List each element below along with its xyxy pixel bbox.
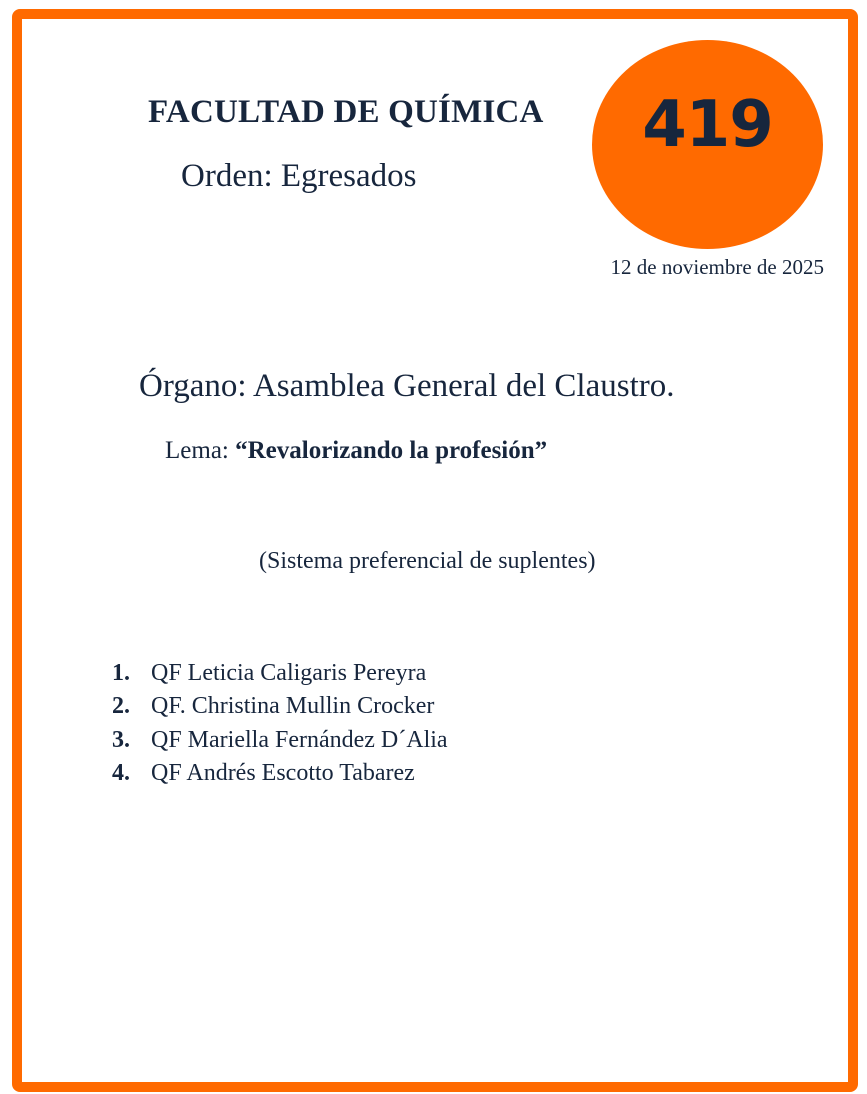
election-date: 12 de noviembre de 2025 (610, 255, 824, 279)
candidate-name: QF Andrés Escotto Tabarez (151, 759, 415, 786)
candidate-name: QF. Christina Mullin Crocker (151, 693, 435, 720)
faculty-title: FACULTAD DE QUÍMICA (148, 94, 544, 130)
candidate-item (112, 690, 448, 723)
candidate-number: 1. (112, 660, 130, 686)
motto-label: Lema: (165, 437, 236, 464)
candidate-item (112, 724, 448, 757)
organ-title: Órgano: Asamblea General del Claustro. (139, 368, 675, 404)
motto (165, 437, 547, 465)
order-label: Orden: Egresados (181, 158, 417, 194)
system-note: (Sistema preferencial de suplentes) (259, 548, 596, 574)
motto-value: “Revalorizando la profesión” (235, 437, 548, 464)
candidate-number: 3. (112, 726, 130, 753)
candidate-name: QF Mariella Fernández D´Alia (151, 726, 448, 753)
list-number: 419 (642, 88, 773, 162)
candidate-number: 4. (112, 759, 130, 786)
candidate-item (112, 757, 448, 790)
candidate-name: QF Leticia Caligaris Pereyra (151, 660, 427, 686)
candidate-number: 2. (112, 693, 130, 720)
list-number-badge (592, 40, 823, 249)
candidate-list (112, 657, 448, 790)
candidate-item (112, 657, 448, 690)
